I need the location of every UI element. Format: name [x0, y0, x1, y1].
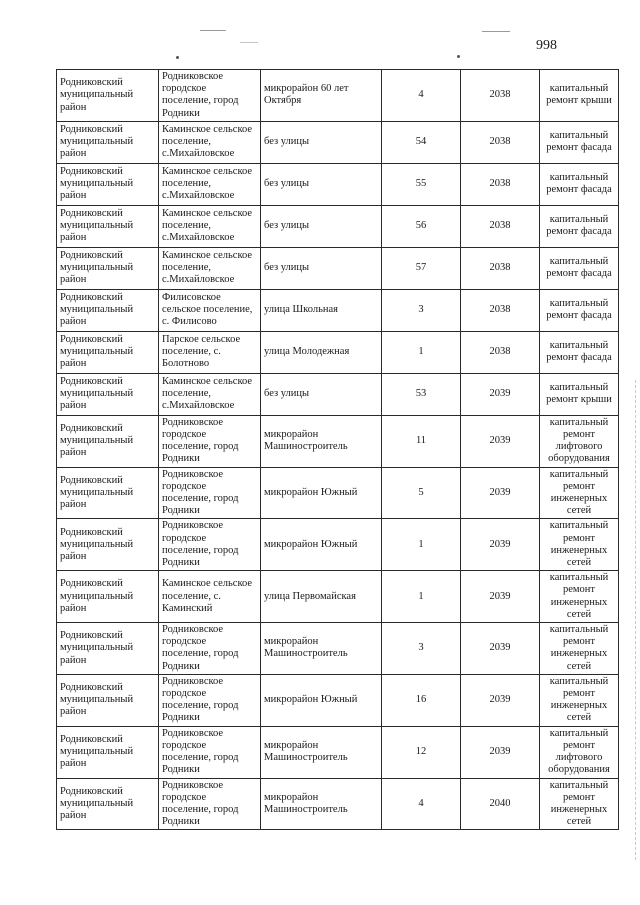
- house-number-cell: [382, 70, 461, 122]
- street-cell: [261, 415, 382, 467]
- house-number-cell-text: 4: [418, 797, 424, 809]
- settlement-cell-text: Родниковское городское поселение, город Родники: [162, 624, 239, 672]
- work-type-cell-text: капитальный ремонт фасада: [546, 340, 612, 364]
- district-cell-text: Родниковский муниципальный район: [60, 208, 134, 244]
- work-type-cell-text: капитальный ремонт инженерных сетей: [549, 468, 609, 517]
- year-cell-text: 2039: [489, 694, 511, 706]
- work-type-cell: [540, 70, 619, 122]
- work-type-cell-text: капитальный ремонт инженерных сетей: [549, 624, 609, 672]
- street-cell: [261, 519, 382, 571]
- year-cell-text: 2038: [489, 262, 511, 274]
- settlement-cell-text: Родниковское городское поселение, город Родники: [162, 416, 239, 465]
- district-cell-text: Родниковский муниципальный район: [60, 733, 134, 770]
- house-number-cell-text: 1: [418, 538, 424, 550]
- settlement-cell: [159, 163, 261, 205]
- house-number-cell: [382, 778, 461, 830]
- table-row: [57, 726, 619, 778]
- settlement-cell-text: Каминское сельское поселение, с. Каминский: [162, 578, 253, 614]
- street-cell-text: улица Молодежная: [264, 346, 350, 358]
- scan-mark-top-2: [482, 31, 510, 32]
- work-type-cell: [540, 121, 619, 163]
- table-row: [57, 674, 619, 726]
- district-cell: [57, 467, 159, 519]
- table-row: [57, 205, 619, 247]
- year-cell: [461, 289, 540, 331]
- year-cell-text: 2039: [489, 745, 511, 757]
- table-row: [57, 778, 619, 830]
- work-type-cell-text: капитальный ремонт фасада: [546, 172, 612, 196]
- settlement-cell-text: Родниковское городское поселение, город Родники: [162, 779, 239, 828]
- settlement-cell: [159, 571, 261, 623]
- district-cell: [57, 121, 159, 163]
- street-cell: [261, 674, 382, 726]
- district-cell-text: Родниковский муниципальный район: [60, 376, 134, 412]
- work-type-cell: [540, 519, 619, 571]
- district-cell-text: Родниковский муниципальный район: [60, 422, 134, 459]
- street-cell-text: микрорайон Южный: [264, 694, 358, 706]
- settlement-cell: [159, 778, 261, 830]
- street-cell-text: улица Школьная: [264, 304, 338, 316]
- year-cell: [461, 778, 540, 830]
- year-cell: [461, 674, 540, 726]
- settlement-cell-text: Родниковское городское поселение, город Родники: [162, 727, 239, 776]
- table-row: [57, 121, 619, 163]
- table-row: [57, 571, 619, 623]
- house-number-cell: [382, 373, 461, 415]
- street-cell-text: микрорайон Машиностроитель: [264, 791, 348, 815]
- street-cell-text: без улицы: [264, 136, 310, 148]
- year-cell: [461, 163, 540, 205]
- table-row: [57, 163, 619, 205]
- work-type-cell: [540, 726, 619, 778]
- street-cell: [261, 571, 382, 623]
- page-number: 998: [536, 38, 557, 53]
- house-number-cell-text: 3: [418, 642, 424, 654]
- street-cell: [261, 163, 382, 205]
- district-cell: [57, 163, 159, 205]
- work-type-cell-text: капитальный ремонт фасада: [546, 130, 612, 154]
- work-type-cell-text: капитальный ремонт фасада: [546, 298, 612, 322]
- settlement-cell-text: Филисовское сельское поселение, с. Филисово: [162, 292, 253, 328]
- settlement-cell: [159, 70, 261, 122]
- house-number-cell: [382, 331, 461, 373]
- year-cell-text: 2038: [489, 346, 511, 358]
- work-type-cell: [540, 674, 619, 726]
- year-cell-text: 2038: [489, 304, 511, 316]
- district-cell-text: Родниковский муниципальный район: [60, 578, 134, 614]
- year-cell: [461, 205, 540, 247]
- year-cell-text: 2039: [489, 590, 511, 602]
- settlement-cell-text: Каминское сельское поселение, с.Михайловское: [162, 376, 253, 412]
- street-cell: [261, 121, 382, 163]
- work-type-cell-text: капитальный ремонт инженерных сетей: [549, 520, 609, 569]
- district-cell: [57, 778, 159, 830]
- work-type-cell: [540, 331, 619, 373]
- work-type-cell: [540, 289, 619, 331]
- year-cell: [461, 70, 540, 122]
- street-cell: [261, 205, 382, 247]
- year-cell-text: 2039: [489, 538, 511, 550]
- settlement-cell-text: Каминское сельское поселение, с.Михайловское: [162, 124, 253, 160]
- work-type-cell: [540, 373, 619, 415]
- work-type-cell-text: капитальный ремонт инженерных сетей: [549, 675, 609, 724]
- work-type-cell-text: капитальный ремонт лифтового оборудования: [548, 416, 610, 465]
- settlement-cell-text: Родниковское городское поселение, город Родники: [162, 675, 239, 724]
- street-cell: [261, 247, 382, 289]
- year-cell-text: 2039: [489, 486, 511, 498]
- settlement-cell-text: Каминское сельское поселение, с.Михайловское: [162, 250, 253, 286]
- house-number-cell: [382, 205, 461, 247]
- year-cell: [461, 623, 540, 675]
- district-cell-text: Родниковский муниципальный район: [60, 526, 134, 562]
- district-cell: [57, 415, 159, 467]
- street-cell-text: микрорайон 60 лет Октября: [264, 83, 349, 107]
- street-cell: [261, 778, 382, 830]
- house-number-cell-text: 1: [418, 346, 424, 358]
- settlement-cell-text: Парское сельское поселение, с. Болотново: [162, 334, 241, 370]
- street-cell: [261, 70, 382, 122]
- house-number-cell: [382, 163, 461, 205]
- year-cell: [461, 519, 540, 571]
- district-cell: [57, 571, 159, 623]
- table-row: [57, 247, 619, 289]
- work-type-cell: [540, 571, 619, 623]
- street-cell: [261, 373, 382, 415]
- settlement-cell: [159, 205, 261, 247]
- house-number-cell-text: 57: [415, 262, 427, 274]
- street-cell-text: микрорайон Южный: [264, 486, 358, 498]
- year-cell: [461, 247, 540, 289]
- house-number-cell-text: 56: [415, 220, 427, 232]
- settlement-cell: [159, 467, 261, 519]
- street-cell: [261, 623, 382, 675]
- table-row: [57, 519, 619, 571]
- district-cell-text: Родниковский муниципальный район: [60, 785, 134, 821]
- district-cell: [57, 289, 159, 331]
- house-number-cell: [382, 623, 461, 675]
- house-number-cell-text: 54: [415, 136, 427, 148]
- district-cell: [57, 205, 159, 247]
- work-type-cell: [540, 467, 619, 519]
- work-type-cell: [540, 623, 619, 675]
- registry-table: [56, 69, 619, 830]
- district-cell-text: Родниковский муниципальный район: [60, 474, 134, 511]
- house-number-cell-text: 1: [418, 590, 424, 602]
- table-row: [57, 373, 619, 415]
- settlement-cell-text: Каминское сельское поселение, с.Михайловское: [162, 166, 253, 202]
- settlement-cell: [159, 415, 261, 467]
- table-row: [57, 467, 619, 519]
- year-cell: [461, 726, 540, 778]
- work-type-cell: [540, 247, 619, 289]
- year-cell: [461, 121, 540, 163]
- district-cell: [57, 519, 159, 571]
- house-number-cell: [382, 289, 461, 331]
- registry-table-body: [57, 70, 619, 830]
- year-cell: [461, 373, 540, 415]
- settlement-cell: [159, 519, 261, 571]
- work-type-cell: [540, 163, 619, 205]
- settlement-cell-text: Каминское сельское поселение, с.Михайловское: [162, 208, 253, 244]
- house-number-cell-text: 16: [415, 694, 427, 706]
- house-number-cell-text: 55: [415, 178, 427, 190]
- district-cell: [57, 70, 159, 122]
- house-number-cell: [382, 121, 461, 163]
- work-type-cell-text: капитальный ремонт фасада: [546, 256, 612, 280]
- settlement-cell-text: Родниковское городское поселение, город Родники: [162, 468, 239, 517]
- house-number-cell: [382, 571, 461, 623]
- house-number-cell-text: 11: [415, 435, 427, 447]
- year-cell-text: 2038: [489, 136, 511, 148]
- district-cell-text: Родниковский муниципальный район: [60, 630, 134, 666]
- year-cell: [461, 571, 540, 623]
- settlement-cell: [159, 121, 261, 163]
- district-cell-text: Родниковский муниципальный район: [60, 250, 134, 286]
- district-cell: [57, 247, 159, 289]
- house-number-cell: [382, 415, 461, 467]
- work-type-cell: [540, 778, 619, 830]
- scan-mark-top-1: [200, 30, 226, 31]
- street-cell-text: без улицы: [264, 262, 310, 274]
- settlement-cell: [159, 331, 261, 373]
- work-type-cell-text: капитальный ремонт инженерных сетей: [549, 572, 609, 620]
- district-cell-text: Родниковский муниципальный район: [60, 166, 134, 202]
- street-cell-text: микрорайон Машиностроитель: [264, 429, 348, 453]
- table-row: [57, 289, 619, 331]
- district-cell: [57, 726, 159, 778]
- work-type-cell-text: капитальный ремонт крыши: [546, 382, 612, 406]
- street-cell: [261, 289, 382, 331]
- year-cell-text: 2038: [489, 220, 511, 232]
- settlement-cell-text: Родниковское городское поселение, город Родники: [162, 71, 239, 119]
- house-number-cell-text: 3: [418, 304, 424, 316]
- district-cell-text: Родниковский муниципальный район: [60, 334, 134, 370]
- work-type-cell: [540, 205, 619, 247]
- year-cell-text: 2038: [489, 178, 511, 190]
- district-cell-text: Родниковский муниципальный район: [60, 292, 134, 328]
- year-cell-text: 2039: [489, 388, 511, 400]
- house-number-cell-text: 5: [418, 486, 424, 498]
- year-cell-text: 2039: [489, 435, 511, 447]
- year-cell: [461, 415, 540, 467]
- street-cell-text: микрорайон Машиностроитель: [264, 739, 348, 764]
- table-row: [57, 623, 619, 675]
- street-cell-text: без улицы: [264, 220, 310, 232]
- settlement-cell: [159, 373, 261, 415]
- district-cell-text: Родниковский муниципальный район: [60, 124, 134, 160]
- street-cell: [261, 726, 382, 778]
- year-cell-text: 2040: [489, 797, 511, 809]
- house-number-cell: [382, 467, 461, 519]
- settlement-cell: [159, 247, 261, 289]
- work-type-cell: [540, 415, 619, 467]
- settlement-cell: [159, 726, 261, 778]
- year-cell: [461, 331, 540, 373]
- street-cell-text: микрорайон Машиностроитель: [264, 636, 348, 660]
- house-number-cell-text: 53: [415, 388, 427, 400]
- street-cell-text: без улицы: [264, 178, 310, 190]
- work-type-cell-text: капитальный ремонт инженерных сетей: [549, 779, 609, 828]
- street-cell-text: улица Первомайская: [264, 590, 356, 602]
- district-cell-text: Родниковский муниципальный район: [60, 681, 134, 718]
- street-cell: [261, 331, 382, 373]
- settlement-cell: [159, 674, 261, 726]
- table-row: [57, 415, 619, 467]
- work-type-cell-text: капитальный ремонт крыши: [546, 83, 612, 107]
- house-number-cell: [382, 726, 461, 778]
- street-cell: [261, 467, 382, 519]
- house-number-cell-text: 12: [415, 745, 427, 757]
- scan-mark-top-3: [240, 42, 258, 43]
- scan-dot-right: [457, 55, 460, 58]
- district-cell: [57, 373, 159, 415]
- district-cell-text: Родниковский муниципальный район: [60, 77, 134, 113]
- district-cell: [57, 623, 159, 675]
- district-cell: [57, 674, 159, 726]
- scan-dot-left: [176, 56, 179, 59]
- settlement-cell-text: Родниковское городское поселение, город Родники: [162, 520, 239, 569]
- year-cell: [461, 467, 540, 519]
- scan-edge-noise: [635, 380, 638, 860]
- house-number-cell: [382, 674, 461, 726]
- settlement-cell: [159, 289, 261, 331]
- year-cell-text: 2039: [489, 642, 511, 654]
- street-cell-text: без улицы: [264, 388, 310, 400]
- house-number-cell: [382, 519, 461, 571]
- street-cell-text: микрорайон Южный: [264, 538, 358, 550]
- table-row: [57, 331, 619, 373]
- work-type-cell-text: капитальный ремонт лифтового оборудования: [548, 727, 610, 776]
- year-cell-text: 2038: [489, 89, 511, 101]
- settlement-cell: [159, 623, 261, 675]
- table-row: [57, 70, 619, 122]
- house-number-cell: [382, 247, 461, 289]
- house-number-cell-text: 4: [418, 89, 424, 101]
- district-cell: [57, 331, 159, 373]
- work-type-cell-text: капитальный ремонт фасада: [546, 214, 612, 238]
